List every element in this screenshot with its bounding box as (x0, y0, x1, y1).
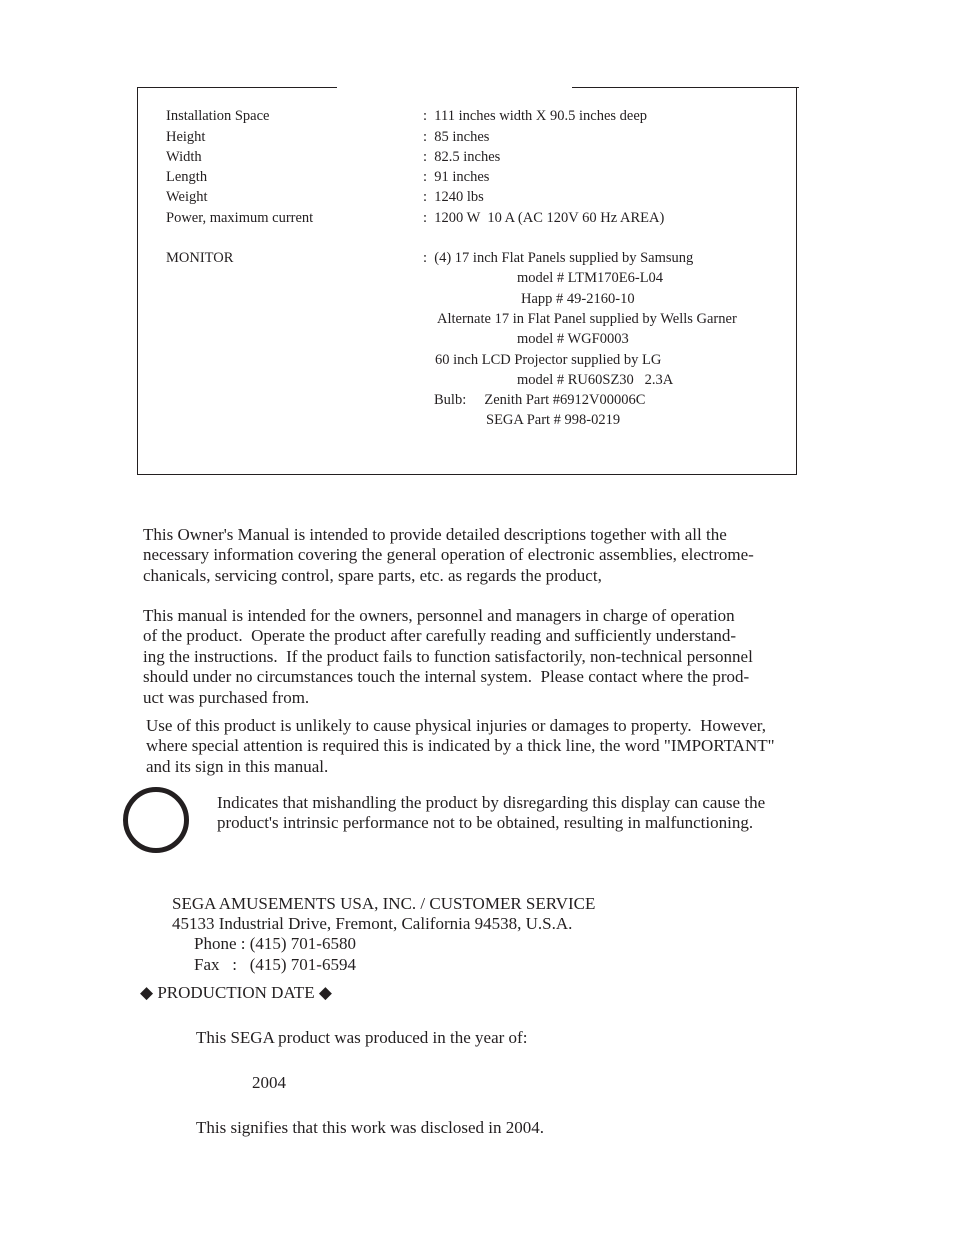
monitor-line: SEGA Part # 998-0219 (486, 412, 621, 428)
contact-company: SEGA AMUSEMENTS USA, INC. / CUSTOMER SERVICE (172, 894, 596, 913)
disclosed-text: This signifies that this work was disclosed in 2004. (196, 1118, 545, 1137)
monitor-line: Bulb: Zenith Part #6912V00006C (434, 392, 646, 408)
contact-address: 45133 Industrial Drive, Fremont, California 94538, U.S.A. (172, 914, 573, 933)
production-year: 2004 (252, 1073, 286, 1092)
important-note: Indicates that mishandling the product by disregarding this display can cause the product's intrinsic performance not to be obtained, resulting in malfunctioning. (217, 793, 766, 833)
contact-phone: Phone : (415) 701-6580 (194, 934, 356, 953)
spec-value-power: : 1200 W 10 A (AC 120V 60 Hz AREA) (423, 210, 665, 226)
spec-value-installation-space: : 111 inches width X 90.5 inches deep (423, 108, 648, 124)
intro-paragraph: This Owner's Manual is intended to provide detailed descriptions together with all the necessary information covering the general operation of electronic assemblies, electrome- chanicals, servicing control, spare parts, etc. as regards the product, (143, 525, 754, 585)
spec-label-monitor: MONITOR (166, 250, 234, 266)
monitor-line: Happ # 49-2160-10 (521, 291, 635, 307)
safety-paragraph: Use of this product is unlikely to cause physical injuries or damages to property. However, where special attention is required this is indicated by a thick line, the word "IMPORTANT" and its sign in this manual. (146, 716, 775, 776)
spec-label-weight: Weight (166, 189, 208, 205)
spec-label-power: Power, maximum current (166, 210, 314, 226)
spec-label-width: Width (166, 149, 202, 165)
spec-value-height: : 85 inches (423, 129, 490, 145)
spec-value-weight: : 1240 lbs (423, 189, 484, 205)
spec-label-installation-space: Installation Space (166, 108, 270, 124)
monitor-line: : (4) 17 inch Flat Panels supplied by Samsung (423, 250, 694, 266)
production-date-heading: ◆ PRODUCTION DATE ◆ (140, 983, 332, 1002)
important-circle-icon (123, 787, 189, 853)
spec-value-width: : 82.5 inches (423, 149, 501, 165)
production-text: This SEGA product was produced in the year of: (196, 1028, 528, 1047)
spec-value-length: : 91 inches (423, 169, 490, 185)
monitor-line: Alternate 17 in Flat Panel supplied by Wells Garner (437, 311, 737, 327)
monitor-line: model # LTM170E6-L04 (517, 270, 664, 286)
contact-fax: Fax : (415) 701-6594 (194, 955, 356, 974)
spec-label-length: Length (166, 169, 208, 185)
monitor-line: model # RU60SZ30 2.3A (517, 372, 674, 388)
spec-label-height: Height (166, 129, 206, 145)
monitor-line: model # WGF0003 (517, 331, 629, 347)
audience-paragraph: This manual is intended for the owners, personnel and managers in charge of operation of the product. Operate the product after carefully reading and sufficiently understand- ing the instructions. If the product fails to function satisfactorily, non-technical personnel should under no circumstances touch the internal system. Please contact where the prod- uct was purchased from. (143, 606, 753, 707)
monitor-line: 60 inch LCD Projector supplied by LG (435, 352, 662, 368)
